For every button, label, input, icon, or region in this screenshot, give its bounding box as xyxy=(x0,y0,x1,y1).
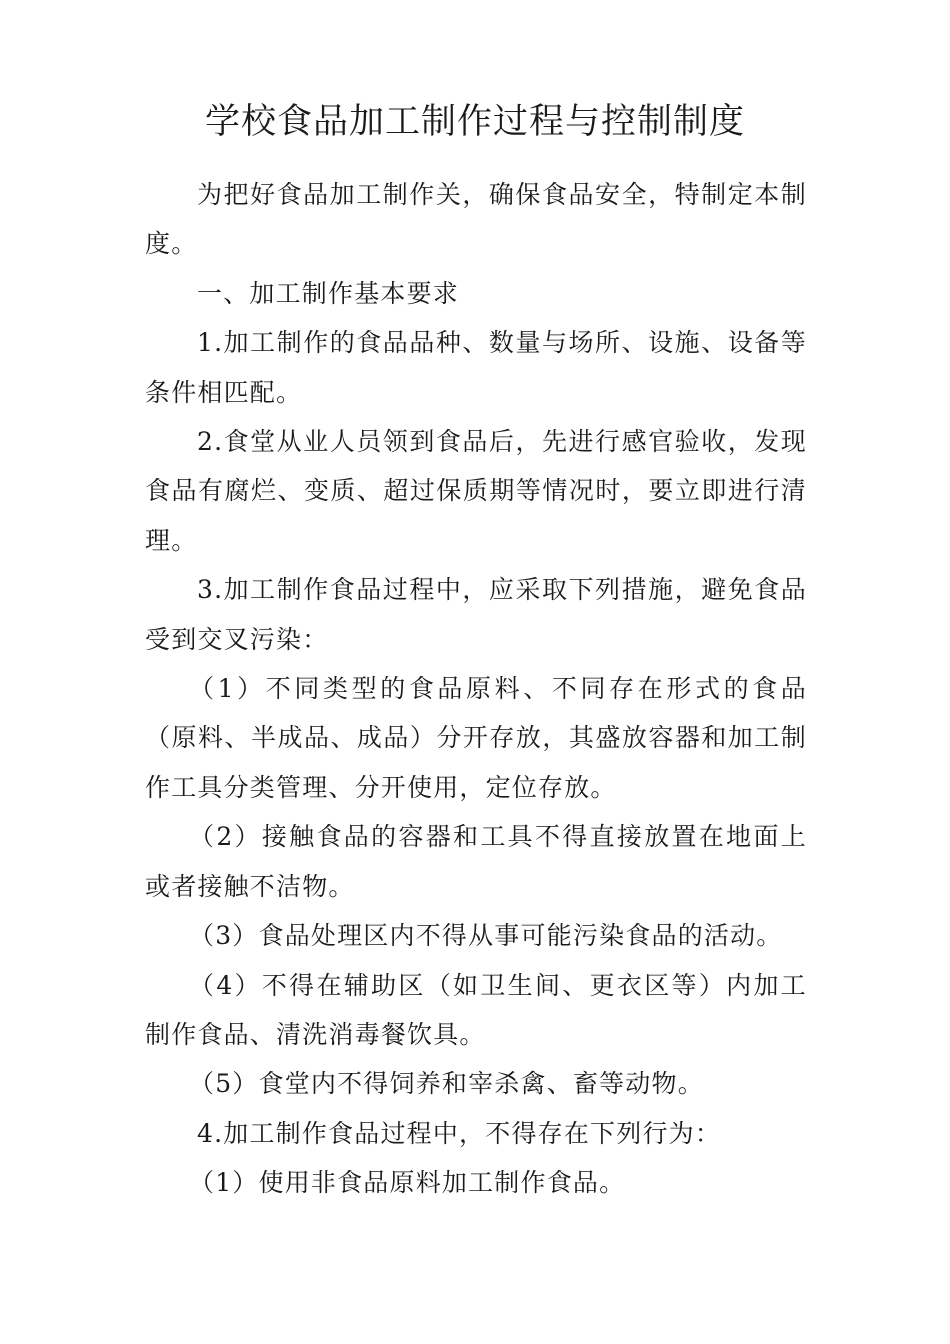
paragraph-item-3-sub-3: （3）食品处理区内不得从事可能污染食品的活动。 xyxy=(189,921,783,951)
document-body xyxy=(145,170,807,1208)
paragraph-item-1: 1.加工制作的食品品种、数量与场所、设施、设备等条件相匹配。 xyxy=(145,328,807,407)
paragraph-item-3-sub-4: （4）不得在辅助区（如卫生间、更衣区等）内加工制作食品、清洗消毒餐饮具。 xyxy=(145,970,807,1049)
paragraph-item-2: 2.食堂从业人员领到食品后，先进行感官验收，发现食品有腐烂、变质、超过保质期等情况时，要立即进行清理。 xyxy=(145,427,807,555)
paragraph-item-4: 4.加工制作食品过程中，不得存在下列行为： xyxy=(197,1118,722,1148)
paragraph-item-3: 3.加工制作食品过程中，应采取下列措施，避免食品受到交叉污染： xyxy=(145,575,807,654)
document-title: 学校食品加工制作过程与控制制度 xyxy=(204,102,745,142)
paragraph-intro: 为把好食品加工制作关，确保食品安全，特制定本制度。 xyxy=(145,180,807,259)
paragraph-item-3-sub-1: （1）不同类型的食品原料、不同存在形式的食品（原料、半成品、成品）分开存放，其盛放容器和加工制作工具分类管理、分开使用，定位存放。 xyxy=(145,674,807,802)
paragraph-item-3-sub-2: （2）接触食品的容器和工具不得直接放置在地面上或者接触不洁物。 xyxy=(145,822,807,901)
paragraph-item-4-sub-1: （1）使用非食品原料加工制作食品。 xyxy=(189,1168,626,1198)
section-heading-basic-requirements: 一、加工制作基本要求 xyxy=(197,278,460,308)
paragraph-item-3-sub-5: （5）食堂内不得饲养和宰杀禽、畜等动物。 xyxy=(189,1069,704,1099)
